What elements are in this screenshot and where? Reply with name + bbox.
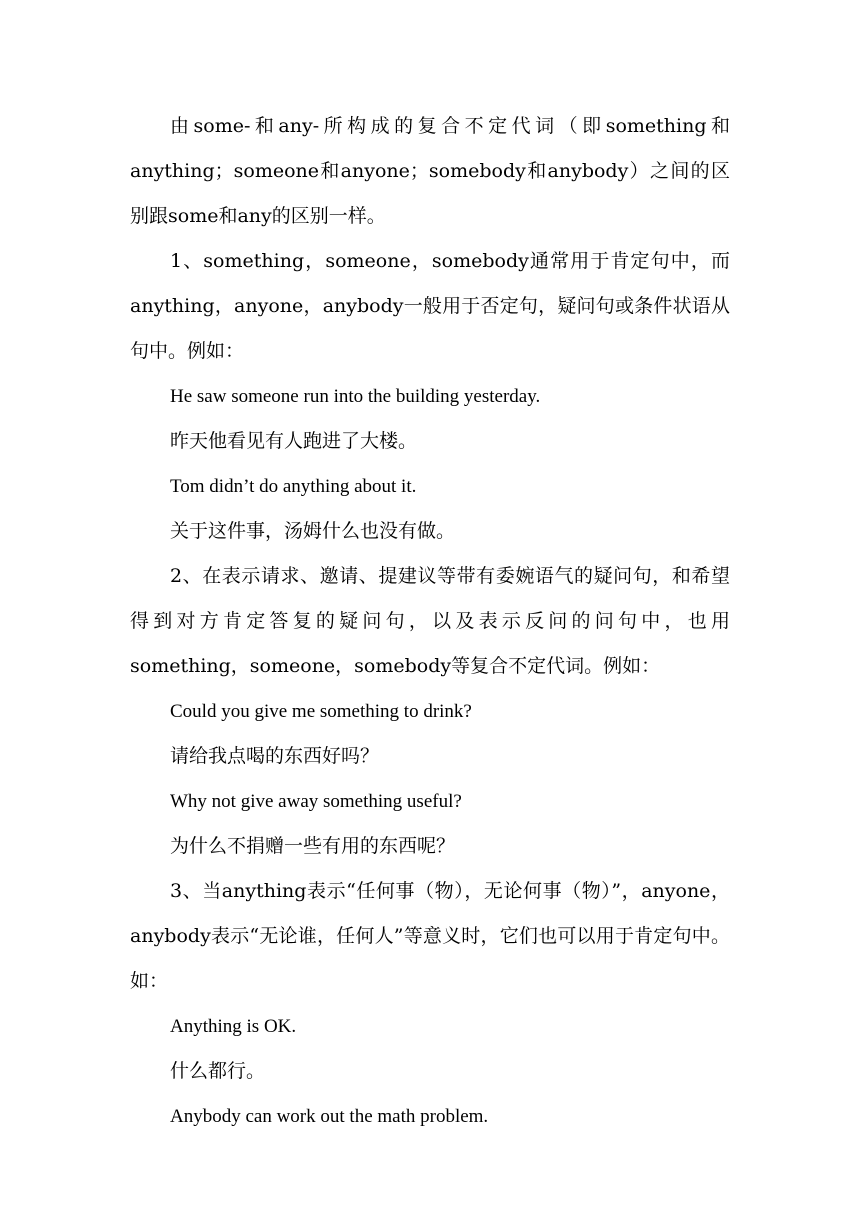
intro-paragraph: 由some-和any-所构成的复合不定代词（即something和anything；someone和anyone；somebody和anybody）之间的区别跟some和any的区别一样。 bbox=[130, 115, 730, 227]
example-1-english: He saw someone run into the building yesterday. bbox=[170, 386, 541, 407]
example-2-english: Tom didn’t do anything about it. bbox=[170, 476, 417, 497]
example-5-chinese: 什么都行。 bbox=[170, 1060, 266, 1082]
example-5-english: Anything is OK. bbox=[170, 1016, 297, 1037]
example-3-chinese: 请给我点喝的东西好吗？ bbox=[170, 745, 380, 767]
example-1-chinese: 昨天他看见有人跑进了大楼。 bbox=[170, 430, 418, 452]
document-body bbox=[130, 104, 730, 1139]
example-2-chinese: 关于这件事，汤姆什么也没有做。 bbox=[170, 520, 456, 542]
example-4-chinese: 为什么不捐赠一些有用的东西呢？ bbox=[170, 835, 456, 857]
example-3-english: Could you give me something to drink? bbox=[170, 701, 472, 722]
rule-2-paragraph: 2、在表示请求、邀请、提建议等带有委婉语气的疑问句，和希望得到对方肯定答复的疑问句，以及表示反问的问句中，也用something，someone，somebody等复合不定代词。例如： bbox=[130, 565, 730, 677]
rule-3-paragraph: 3、当anything表示“任何事（物），无论何事（物）”，anyone，anybody表示“无论谁，任何人”等意义时，它们也可以用于肯定句中。如： bbox=[130, 880, 730, 992]
rule-1-paragraph: 1、something，someone，somebody通常用于肯定句中，而anything，anyone，anybody一般用于否定句，疑问句或条件状语从句中。例如： bbox=[130, 250, 730, 362]
example-4-english: Why not give away something useful? bbox=[170, 791, 462, 812]
example-6-english: Anybody can work out the math problem. bbox=[170, 1106, 489, 1127]
